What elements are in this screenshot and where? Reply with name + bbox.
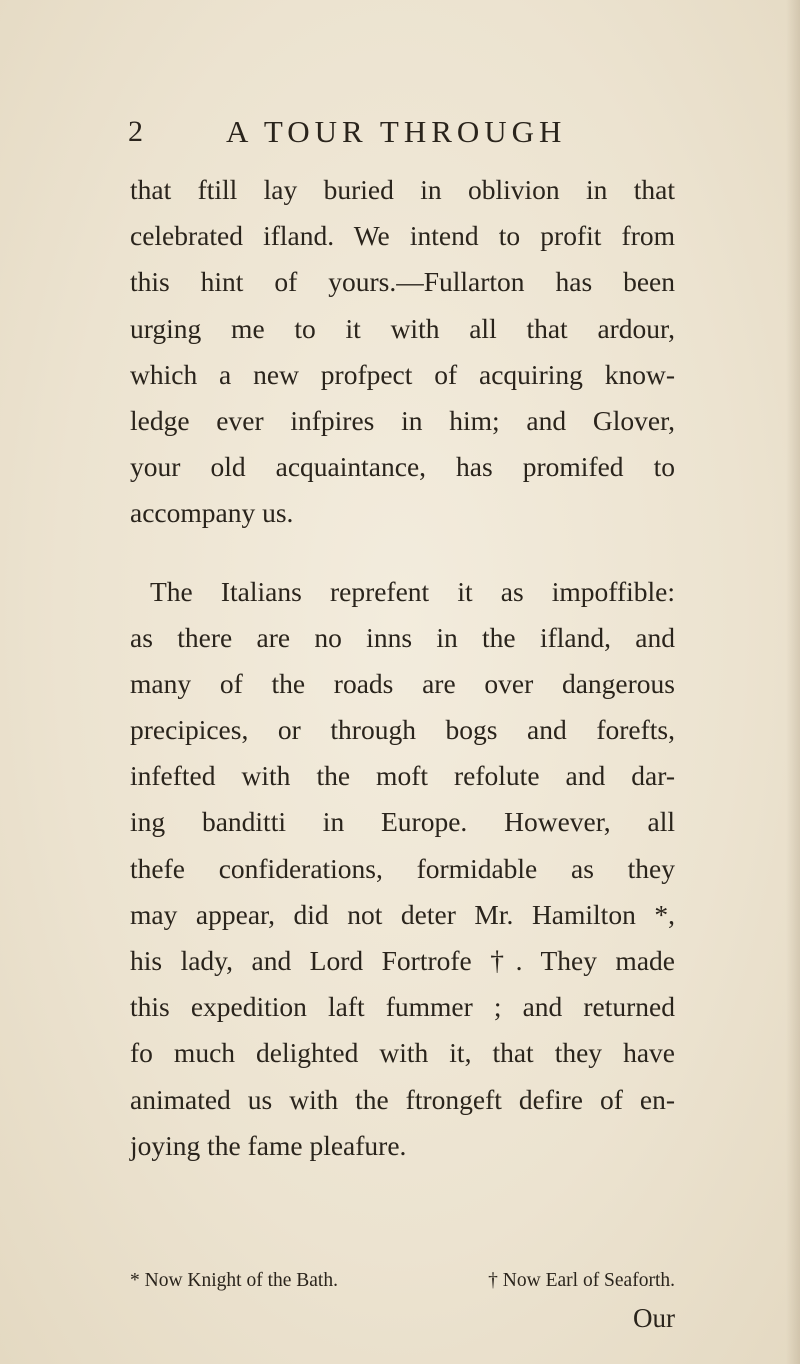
page-edge-shadow (786, 0, 800, 1364)
text-line: this expedition laft fummer ; and returned (130, 991, 675, 1023)
paragraph-1 (130, 167, 675, 537)
text-line: may appear, did not deter Mr. Hamilton *, (130, 898, 675, 930)
text-line: urging me to it with all that ardour, (130, 312, 675, 344)
text-line: that ftill lay buried in oblivion in that (130, 174, 675, 205)
footnote-hamilton: * Now Knight of the Bath. (130, 1270, 338, 1291)
page-header (128, 112, 668, 152)
text-line: his lady, and Lord Fortrofe †. They made (130, 945, 675, 976)
catchword: Our (633, 1303, 675, 1333)
paragraph-2 (130, 569, 675, 1169)
text-line: as there are no inns in the ifland, and (130, 621, 675, 653)
text-line: accompany us. (130, 497, 294, 529)
text-line: which a new profpect of acquiring know- (130, 358, 675, 390)
text-line: your old acquaintance, has promifed to (130, 451, 675, 483)
footnotes (130, 1267, 675, 1295)
text-line: celebrated ifland. We intend to profit from (130, 220, 675, 252)
footnote-fortrose: † Now Earl of Seaforth. (488, 1270, 675, 1291)
text-line: ledge ever infpires in him; and Glover, (130, 404, 675, 436)
text-line: precipices, or through bogs and forefts, (130, 714, 675, 746)
body-text (130, 167, 675, 1169)
page-number: 2 (128, 115, 143, 148)
text-line: The Italians reprefent it as impoffible: (150, 575, 675, 607)
text-line: this hint of yours.—Fullarton has been (130, 266, 675, 298)
text-line: infefted with the moft refolute and dar- (130, 760, 675, 792)
paragraph-gap (130, 537, 675, 569)
text-line: many of the roads are over dangerous (130, 667, 675, 699)
text-line: animated us with the ftrongeft defire of en- (130, 1083, 675, 1115)
running-head: A TOUR THROUGH (226, 114, 567, 149)
text-line: thefe confiderations, formidable as they (130, 852, 675, 884)
text-line: fo much delighted with it, that they have (130, 1037, 675, 1069)
text-line: joying the fame pleafure. (130, 1129, 407, 1161)
text-line: ing banditti in Europe. However, all (130, 806, 675, 838)
